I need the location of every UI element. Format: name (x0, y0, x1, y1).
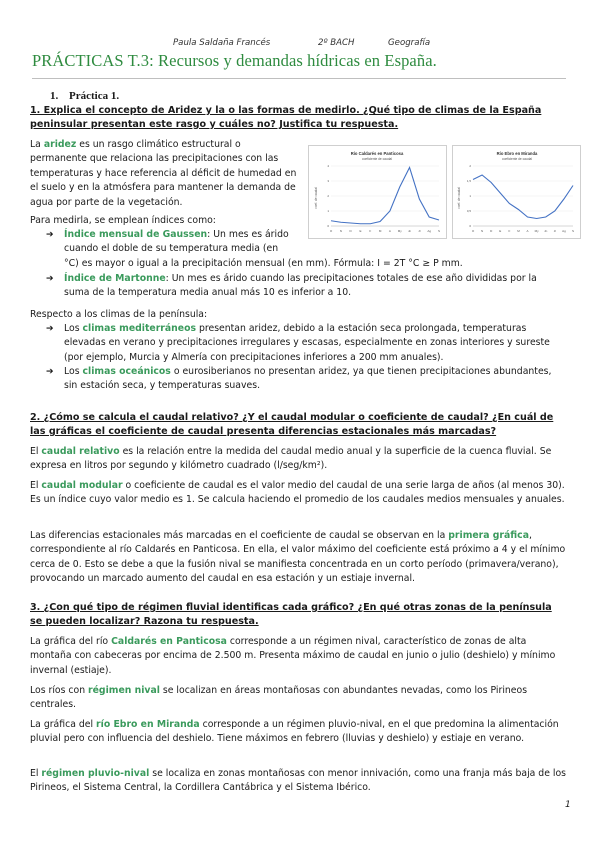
q2-p3-post: , correspondiente al río Caldarés en Panticosa. En ella, el valor máximo del coeficiente está próximo a 4 y el mínimo cerca de 0. Esto se debe a que la fusión nival se manifiesta concentrada en un corto período (primavera/verano), provocando un marcado aumento del caudal en esa estación y un estiaje invernal. (30, 530, 566, 585)
y-tick-label: 0 (469, 224, 471, 228)
author-name: Paula Saldaña Francés (173, 38, 271, 48)
arrow-icon: ➔ (46, 230, 54, 240)
list-item-gaussen (46, 228, 306, 257)
y-tick-label: 2 (469, 164, 471, 168)
arrow-icon: ➔ (46, 274, 54, 284)
b2-post: o eurosiberianos no presentan aridez, ya que tienen precipitaciones abundantes, sin estación seca, y temperaturas suaves. (64, 366, 552, 392)
series-line (331, 168, 439, 224)
section-number: 1. (50, 90, 59, 102)
y-tick-label: 1,5 (466, 179, 471, 183)
section-heading (50, 90, 119, 102)
x-tick-label: O (471, 229, 475, 233)
x-tick-label: E (359, 229, 362, 233)
chart-ebro (452, 145, 581, 239)
chart-caldares (308, 145, 447, 239)
question-1: 1. Explica el concepto de Aridez y la o las formas de medirlo. ¿Qué tipo de climas de la España peninsular presentan este rasgo y cuáles no? Justifica tu respuesta. (30, 105, 542, 130)
term-pluvio-nival: régimen pluvio-nival (41, 768, 150, 779)
course-label: 2º BACH (318, 38, 355, 48)
x-tick-label: N (481, 229, 484, 233)
question-3: 3. ¿Con qué tipo de régimen fluvial identificas cada gráfico? ¿En qué otras zonas de la península se pueden localizar? Razona tu respuesta. (30, 602, 552, 627)
arrow-icon: ➔ (46, 324, 54, 334)
x-tick-label: F (508, 229, 511, 233)
x-tick-label: A (526, 229, 529, 233)
x-tick-label: Jl (553, 229, 556, 233)
x-tick-labels (330, 229, 440, 233)
q1-paragraph-aridez (30, 138, 298, 210)
section-label: Práctica 1. (69, 90, 120, 102)
q1-paragraph-indices: Para medirla, se emplean índices como: (30, 215, 216, 226)
y-tick-label: 2 (327, 194, 329, 198)
q2-p2-pre: El (30, 480, 42, 491)
x-tick-label: D (349, 229, 352, 233)
q3-paragraph-pluvio-nival (30, 767, 568, 796)
gaussen-text-a: : Un mes es árido cuando el doble de su temperatura media (en (64, 229, 289, 255)
series-line (473, 175, 573, 219)
x-tick-label: My (397, 229, 402, 233)
q2-p3-pre: Las diferencias estacionales más marcadas en el coeficiente de caudal se observan en la (30, 530, 449, 541)
x-tick-label: M (378, 229, 382, 233)
term-climas-oceanicos: climas oceánicos (82, 366, 171, 377)
list-item-mediterraneos (46, 322, 566, 365)
y-tick-label: 4 (327, 164, 329, 168)
x-tick-label: D (490, 229, 493, 233)
question-2: 2. ¿Cómo se calcula el caudal relativo? ¿Y el caudal modular o coeficiente de caudal? ¿En cuál de las gráficas el coeficiente de caudal presenta diferencias estacionales más marcadas? (30, 412, 554, 437)
q2-p1-post: es la relación entre la medida del caudal medio anual y la superficie de la cuenca fluvial. Se expresa en litros por segundo y kilómetro cuadrado (l/seg/km²). (30, 446, 552, 472)
chart-title: Río Ebro en Miranda (496, 151, 538, 156)
gaussen-text-b: °C) es mayor o igual a la precipitación mensual (en mm). Fórmula: I = 2T °C ≥ P mm. (64, 258, 463, 269)
subject-label: Geografía (388, 38, 431, 48)
q2-paragraph-diferencias (30, 529, 568, 587)
y-tick-label: 0 (327, 224, 329, 228)
q3-p3-post: corresponde a un régimen pluvio-nival, en el que predomina la alimentación pluvial pero con influencia del deshielo. Tiene máximos en febrero (lluvias y deshielo) y estiaje en verano. (30, 719, 559, 745)
q3-paragraph-nival (30, 684, 568, 713)
x-tick-label: E (499, 229, 502, 233)
x-tick-label: A (388, 229, 391, 233)
term-gaussen: Índice mensual de Gaussen (64, 229, 208, 240)
x-tick-label: Jn (544, 229, 548, 233)
y-tick-label: 0,5 (466, 209, 471, 213)
x-tick-label: Jn (407, 229, 412, 233)
q3-p2-pre: Los ríos con (30, 685, 89, 696)
martonne-text: : Un mes es árido cuando las precipitaciones totales de ese año divididas por la suma de la temperatura media anual más 10 es inferior a 10. (64, 273, 537, 299)
q3-p3-pre: La gráfica del (30, 719, 97, 730)
x-tick-label: N (339, 229, 342, 233)
chart-grid (473, 166, 573, 226)
term-caldares: Caldarés en Panticosa (111, 636, 227, 647)
q2-p1-pre: El (30, 446, 42, 457)
q3-p4-pre: El (30, 768, 42, 779)
b1-post: presentan aridez, debido a la estación seca prolongada, temperaturas elevadas en verano y precipitaciones irregulares y escasas, especialmente en zonas interiores y sureste (por ejemplo, Murcia y Almería con precipitaciones inferiores a 200 mm anuales). (64, 323, 550, 363)
x-tick-label: S (437, 229, 441, 233)
term-regimen-nival: régimen nival (88, 685, 160, 696)
chart-subtitle: coeficiente de caudal (362, 157, 392, 161)
x-tick-label: Ag (427, 229, 432, 233)
chart-ylabel: coef. de caudal (457, 187, 461, 209)
q2-p2-post: o coeficiente de caudal es el valor medio del caudal de una serie larga de años (al menos 30). Es un índice cuyo valor medio es 1. Se calcula haciendo el promedio de los caudales medios mensuales y anuales. (30, 480, 565, 506)
q2-paragraph-caudal-modular (30, 479, 568, 508)
chart-title: Río Caldarés en Panticosa (350, 151, 404, 156)
list-item-martonne (46, 272, 564, 301)
page-number: 1 (565, 800, 571, 810)
x-tick-label: Jl (418, 229, 421, 233)
x-tick-label: O (329, 229, 333, 233)
x-tick-label: S (571, 229, 575, 233)
q1-paragraph-climas: Respecto a los climas de la península: (30, 309, 208, 320)
q2-paragraph-caudal-relativo (30, 445, 568, 474)
q1-p1-pre: La (30, 139, 44, 150)
x-tick-label: Ag (562, 229, 566, 233)
q3-p1-post: corresponde a un régimen nival, característico de zonas de alta montaña con cabeceras por encima de 2.500 m. Presenta máximo de caudal en junio o julio (deshielo) y mínimo invernal (estiaje). (30, 636, 556, 676)
q3-p2-post: se localizan en áreas montañosas con abundantes nevadas, como los Pirineos centrales. (30, 685, 528, 711)
title-divider (32, 78, 566, 79)
y-tick-labels (467, 164, 472, 228)
chart-ylabel: coef. de caudal (314, 187, 318, 209)
list-item-oceanicos (46, 365, 566, 394)
q3-p1-pre: La gráfica del río (30, 636, 112, 647)
term-caudal-modular: caudal modular (41, 480, 123, 491)
term-martonne: Índice de Martonne (64, 273, 166, 284)
q3-paragraph-caldares (30, 635, 568, 678)
term-aridez: aridez (43, 139, 77, 150)
term-primera-grafica: primera gráfica (448, 530, 529, 541)
page-title: PRÁCTICAS T.3: Recursos y demandas hídricas en España. (32, 51, 437, 70)
b1-pre: Los (64, 323, 83, 334)
x-tick-labels (472, 229, 574, 233)
b2-pre: Los (64, 366, 83, 377)
y-tick-label: 1 (327, 209, 329, 213)
y-tick-label: 1 (469, 194, 471, 198)
term-ebro-miranda: río Ebro en Miranda (96, 719, 200, 730)
term-caudal-relativo: caudal relativo (41, 446, 120, 457)
arrow-icon: ➔ (46, 367, 54, 377)
q3-p4-post: se localiza en zonas montañosas con menor innivación, como una franja más baja de los Pirineos, el Sistema Central, la Cordillera Cantábrica y el Sistema Ibérico. (30, 768, 567, 794)
term-climas-mediterraneos: climas mediterráneos (82, 323, 197, 334)
chart-subtitle: coeficiente de caudal (502, 157, 532, 161)
y-tick-labels (327, 164, 329, 228)
y-tick-label: 3 (327, 179, 329, 183)
q3-paragraph-ebro (30, 718, 568, 747)
q1-p1-post: es un rasgo climático estructural o permanente que relaciona las precipitaciones con las temperaturas y hace referencia al déficit de humedad en el suelo y en la atmósfera para mantener la demanda de agua por parte de la vegetación. (30, 139, 297, 208)
x-tick-label: F (369, 229, 372, 233)
x-tick-label: M (517, 229, 520, 233)
x-tick-label: My (534, 229, 539, 233)
